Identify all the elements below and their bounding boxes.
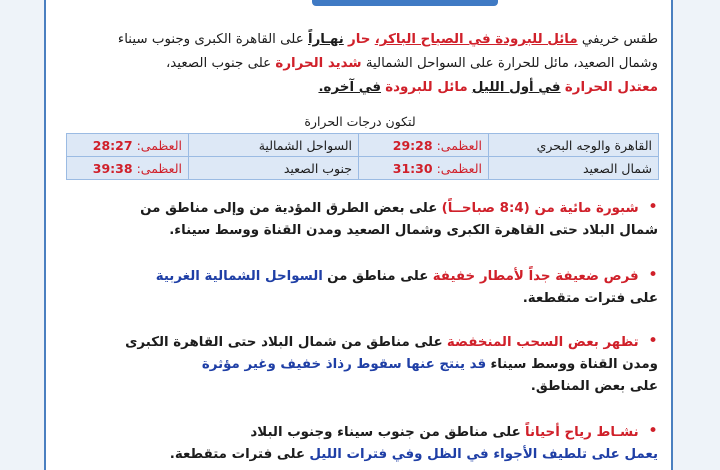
temps-title: لتكون درجات الحرارة bbox=[304, 114, 416, 129]
bullet-fog bbox=[46, 196, 658, 242]
bullet-text: على مناطق من bbox=[327, 269, 429, 284]
max-temp-cell bbox=[67, 134, 189, 157]
intro-line-3 bbox=[38, 76, 658, 100]
intro-text: طقس خريفي bbox=[581, 32, 658, 47]
intro-early-night: في أول الليل bbox=[471, 80, 561, 95]
max-label: العظمى: bbox=[136, 160, 182, 176]
bullet-wind bbox=[46, 420, 658, 466]
bullet-rain bbox=[46, 264, 658, 310]
max-value: 28:27 bbox=[92, 137, 133, 153]
max-value: 31:30 bbox=[392, 160, 433, 176]
intro-text: وشمال الصعيد، مائل للحرارة على السواحل الشمالية bbox=[365, 56, 658, 71]
intro-daytime: نهـاراً bbox=[308, 32, 344, 47]
bullet-dot-icon: • bbox=[647, 421, 658, 441]
intro-text: على القاهرة الكبرى وجنوب سيناء bbox=[117, 32, 304, 47]
bullet-dot-icon: • bbox=[647, 197, 658, 217]
bullet-drizzle-highlight: قد ينتج عنها سقوط رذاذ خفيف وغير مؤثرة bbox=[201, 357, 487, 372]
max-temp-cell bbox=[67, 157, 189, 180]
max-value: 29:28 bbox=[392, 137, 433, 153]
bullet-text: ومدن القناة ووسط سيناء bbox=[490, 357, 658, 372]
region-cell: جنوب الصعيد bbox=[189, 157, 359, 180]
bullet-dot-icon: • bbox=[647, 265, 658, 285]
intro-highlight-cool: مائل للبرودة في الصباح الباكر، bbox=[374, 32, 578, 47]
max-value: 39:38 bbox=[92, 160, 133, 176]
intro-line-2 bbox=[38, 52, 658, 76]
max-label: العظمى: bbox=[436, 160, 482, 176]
bullet-text: على بعض الطرق المؤدية من وإلى مناطق من bbox=[140, 201, 438, 216]
bullet-clouds bbox=[46, 330, 658, 398]
intro-highlight-hot: حار bbox=[348, 32, 371, 47]
intro-highlight-very-hot: شديد الحرارة bbox=[275, 56, 362, 71]
bullet-text: على مناطق من شمال البلاد حتى القاهرة الكبرى bbox=[125, 335, 443, 350]
bullet-text: شمال البلاد حتى القاهرة الكبرى وشمال الصعيد ومدن القناة ووسط سيناء. bbox=[169, 223, 658, 238]
max-temp-cell bbox=[359, 157, 489, 180]
bullet-highlight: تظهر بعض السحب المنخفضة bbox=[446, 335, 639, 350]
temperature-table bbox=[66, 133, 659, 180]
bullet-dot-icon: • bbox=[647, 331, 658, 351]
bullet-region-highlight: السواحل الشمالية الغربية bbox=[155, 269, 323, 284]
intro-paragraph bbox=[38, 28, 658, 100]
bullet-text: على فترات متقطعة. bbox=[169, 447, 306, 462]
bullet-highlight: فرص ضعيفة جداً لأمطار خفيفة bbox=[432, 269, 639, 284]
intro-highlight-cool-night: مائل للبرودة bbox=[385, 80, 468, 95]
table-row bbox=[67, 134, 659, 157]
max-label: العظمى: bbox=[436, 137, 482, 153]
region-cell: السواحل الشمالية bbox=[189, 134, 359, 157]
header-tab bbox=[312, 0, 498, 6]
max-temp-cell bbox=[359, 134, 489, 157]
bullet-cooling-highlight: يعمل على تلطيف الأجواء في الظل وفي فترات الليل bbox=[309, 447, 658, 462]
intro-line-1 bbox=[38, 28, 658, 52]
intro-text: على جنوب الصعيد، bbox=[165, 56, 272, 71]
bullet-text: على بعض المناطق. bbox=[530, 379, 658, 394]
table-row bbox=[67, 157, 659, 180]
intro-late-night: في آخره. bbox=[318, 80, 382, 95]
region-cell: القاهرة والوجه البحري bbox=[489, 134, 659, 157]
max-label: العظمى: bbox=[136, 137, 182, 153]
intro-highlight-mild: معتدل الحرارة bbox=[564, 80, 658, 95]
bullet-highlight: شبورة مائية من (8:4 صباحــاً) bbox=[441, 201, 639, 216]
bullet-text: على فترات متقطعة. bbox=[522, 291, 658, 306]
bullet-highlight: نشـاط رياح أحياناً bbox=[525, 425, 639, 440]
region-cell: شمال الصعيد bbox=[489, 157, 659, 180]
bullet-text: على مناطق من جنوب سيناء وجنوب البلاد bbox=[250, 425, 521, 440]
